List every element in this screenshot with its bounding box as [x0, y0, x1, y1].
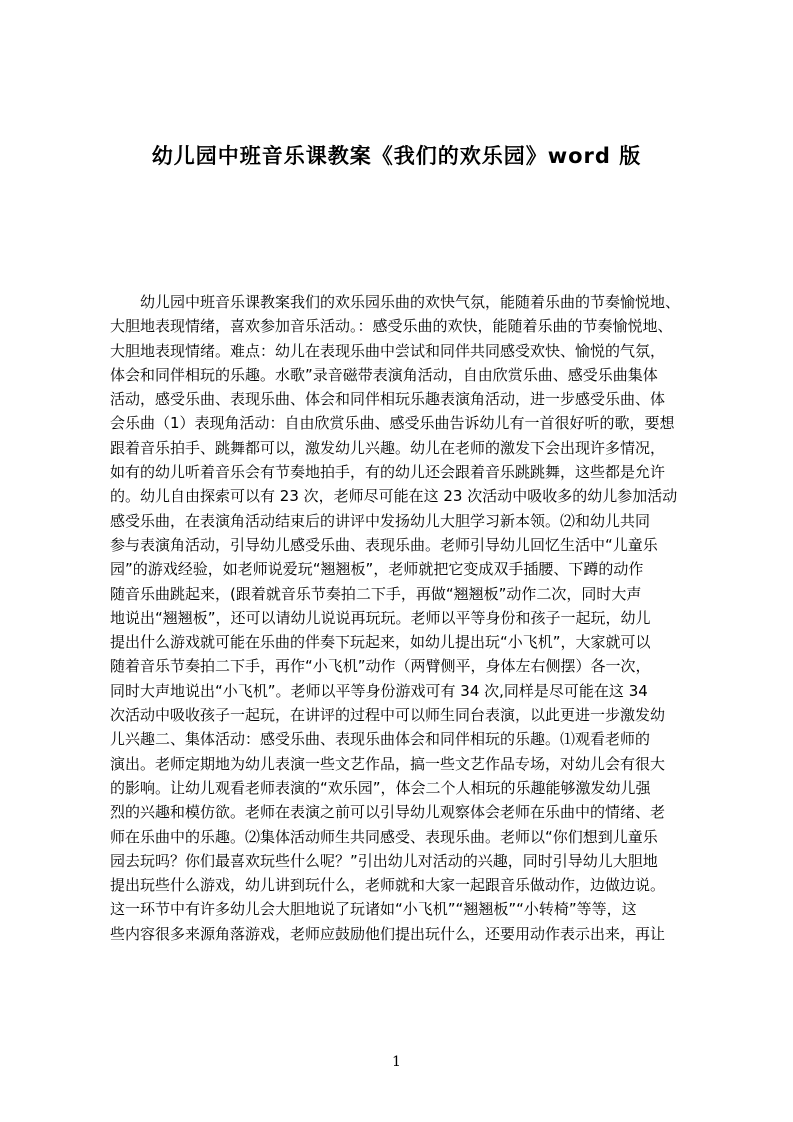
body-line: 活动，感受乐曲、表现乐曲、体会和同伴相玩乐趣表演角活动，进一步感受乐曲、体 [110, 390, 666, 409]
body-line: 烈的兴趣和模仿欲。老师在表演之前可以引导幼儿观察体会老师在乐曲中的情绪、老 [110, 803, 666, 822]
body-line: 随音乐曲跳起来，(跟着就音乐节奏拍二下手，再做“翘翘板”动作二次，同时大声 [110, 584, 642, 603]
body-line: 幼儿园中班音乐课教案我们的欢乐园乐曲的欢快气氛，能随着乐曲的节奏愉悦地、 [110, 293, 681, 311]
body-line: 次活动中吸收孩子一起玩，在讲评的过程中可以师生同台表演，以此更进一步激发幼 [110, 706, 666, 725]
body-line: 的。幼儿自由探索可以有 23 次，老师尽可能在这 23 次活动中吸收多的幼儿参加活动 [110, 487, 678, 506]
body-line: 感受乐曲，在表演角活动结束后的讲评中发扬幼儿大胆学习新本领。⑵和幼儿共同 [110, 511, 651, 530]
body-line: 体会和同伴相玩的乐趣。水歌”录音磁带表演角活动，自由欣赏乐曲、感受乐曲集体 [110, 365, 658, 384]
document-body [110, 290, 720, 946]
body-line: 提出玩些什么游戏，幼儿讲到玩什么，老师就和大家一起跟音乐做动作，边做边说。 [110, 876, 666, 895]
body-line: 大胆地表现情绪。难点：幼儿在表现乐曲中尝试和同伴共同感受欢快、愉悦的气氛， [110, 341, 666, 360]
body-line: 大胆地表现情绪，喜欢参加音乐活动。：感受乐曲的欢快，能随着乐曲的节奏愉悦地、 [110, 317, 673, 336]
body-line: 跟着音乐拍手、跳舞都可以，激发幼儿兴趣。幼儿在老师的激发下会出现许多情况， [110, 438, 666, 457]
body-line: 儿兴趣二、集体活动：感受乐曲、表现乐曲体会和同伴相玩的乐趣。⑴观看老师的 [110, 730, 651, 749]
body-line: 些内容很多来源角落游戏，老师应鼓励他们提出玩什么，还要用动作表示出来，再让 [110, 924, 666, 943]
body-line: 如有的幼儿听着音乐会有节奏地拍手，有的幼儿还会跟着音乐跳跳舞，这些都是允许 [110, 463, 666, 482]
body-line: 园去玩吗？你们最喜欢玩些什么呢？”引出幼儿对活动的兴趣，同时引导幼儿大胆地 [110, 851, 658, 870]
body-line: 随着音乐节奏拍二下手，再作“小飞机”动作（两臂侧平，身体左右侧摆）各一次， [110, 657, 651, 676]
body-line: 同时大声地说出“小飞机”。老师以平等身份游戏可有 34 次,同样是尽可能在这 34 [110, 681, 648, 700]
body-line: 地说出“翘翘板”，还可以请幼儿说说再玩玩。老师以平等身份和孩子一起玩，幼儿 [110, 608, 651, 627]
body-line: 提出什么游戏就可能在乐曲的伴奏下玩起来，如幼儿提出玩“小飞机”，大家就可以 [110, 633, 651, 652]
body-line: 师在乐曲中的乐趣。⑵集体活动师生共同感受、表现乐曲。老师以“你们想到儿童乐 [110, 827, 658, 846]
body-line: 园”的游戏经验，如老师说爱玩“翘翘板”，老师就把它变成双手插腰、下蹲的动作 [110, 560, 644, 579]
body-line: 参与表演角活动，引导幼儿感受乐曲、表现乐曲。老师引导幼儿回忆生活中“儿童乐 [110, 535, 658, 554]
body-line: 会乐曲（1）表现角活动：自由欣赏乐曲、感受乐曲告诉幼儿有一首很好听的歌，要想 [110, 414, 675, 433]
document-title: 幼儿园中班音乐课教案《我们的欢乐园》word 版 [151, 144, 642, 168]
body-line: 这一环节中有许多幼儿会大胆地说了玩诸如“小飞机”“翘翘板”“小转椅”等等，这 [110, 900, 637, 919]
body-line: 的影响。让幼儿观看老师表演的“欢乐园”，体会二个人相玩的乐趣能够激发幼儿强 [110, 778, 651, 797]
body-line: 演出。老师定期地为幼儿表演一些文艺作品，搞一些文艺作品专场，对幼儿会有很大 [110, 754, 666, 773]
page-number: 1 [392, 1054, 401, 1070]
